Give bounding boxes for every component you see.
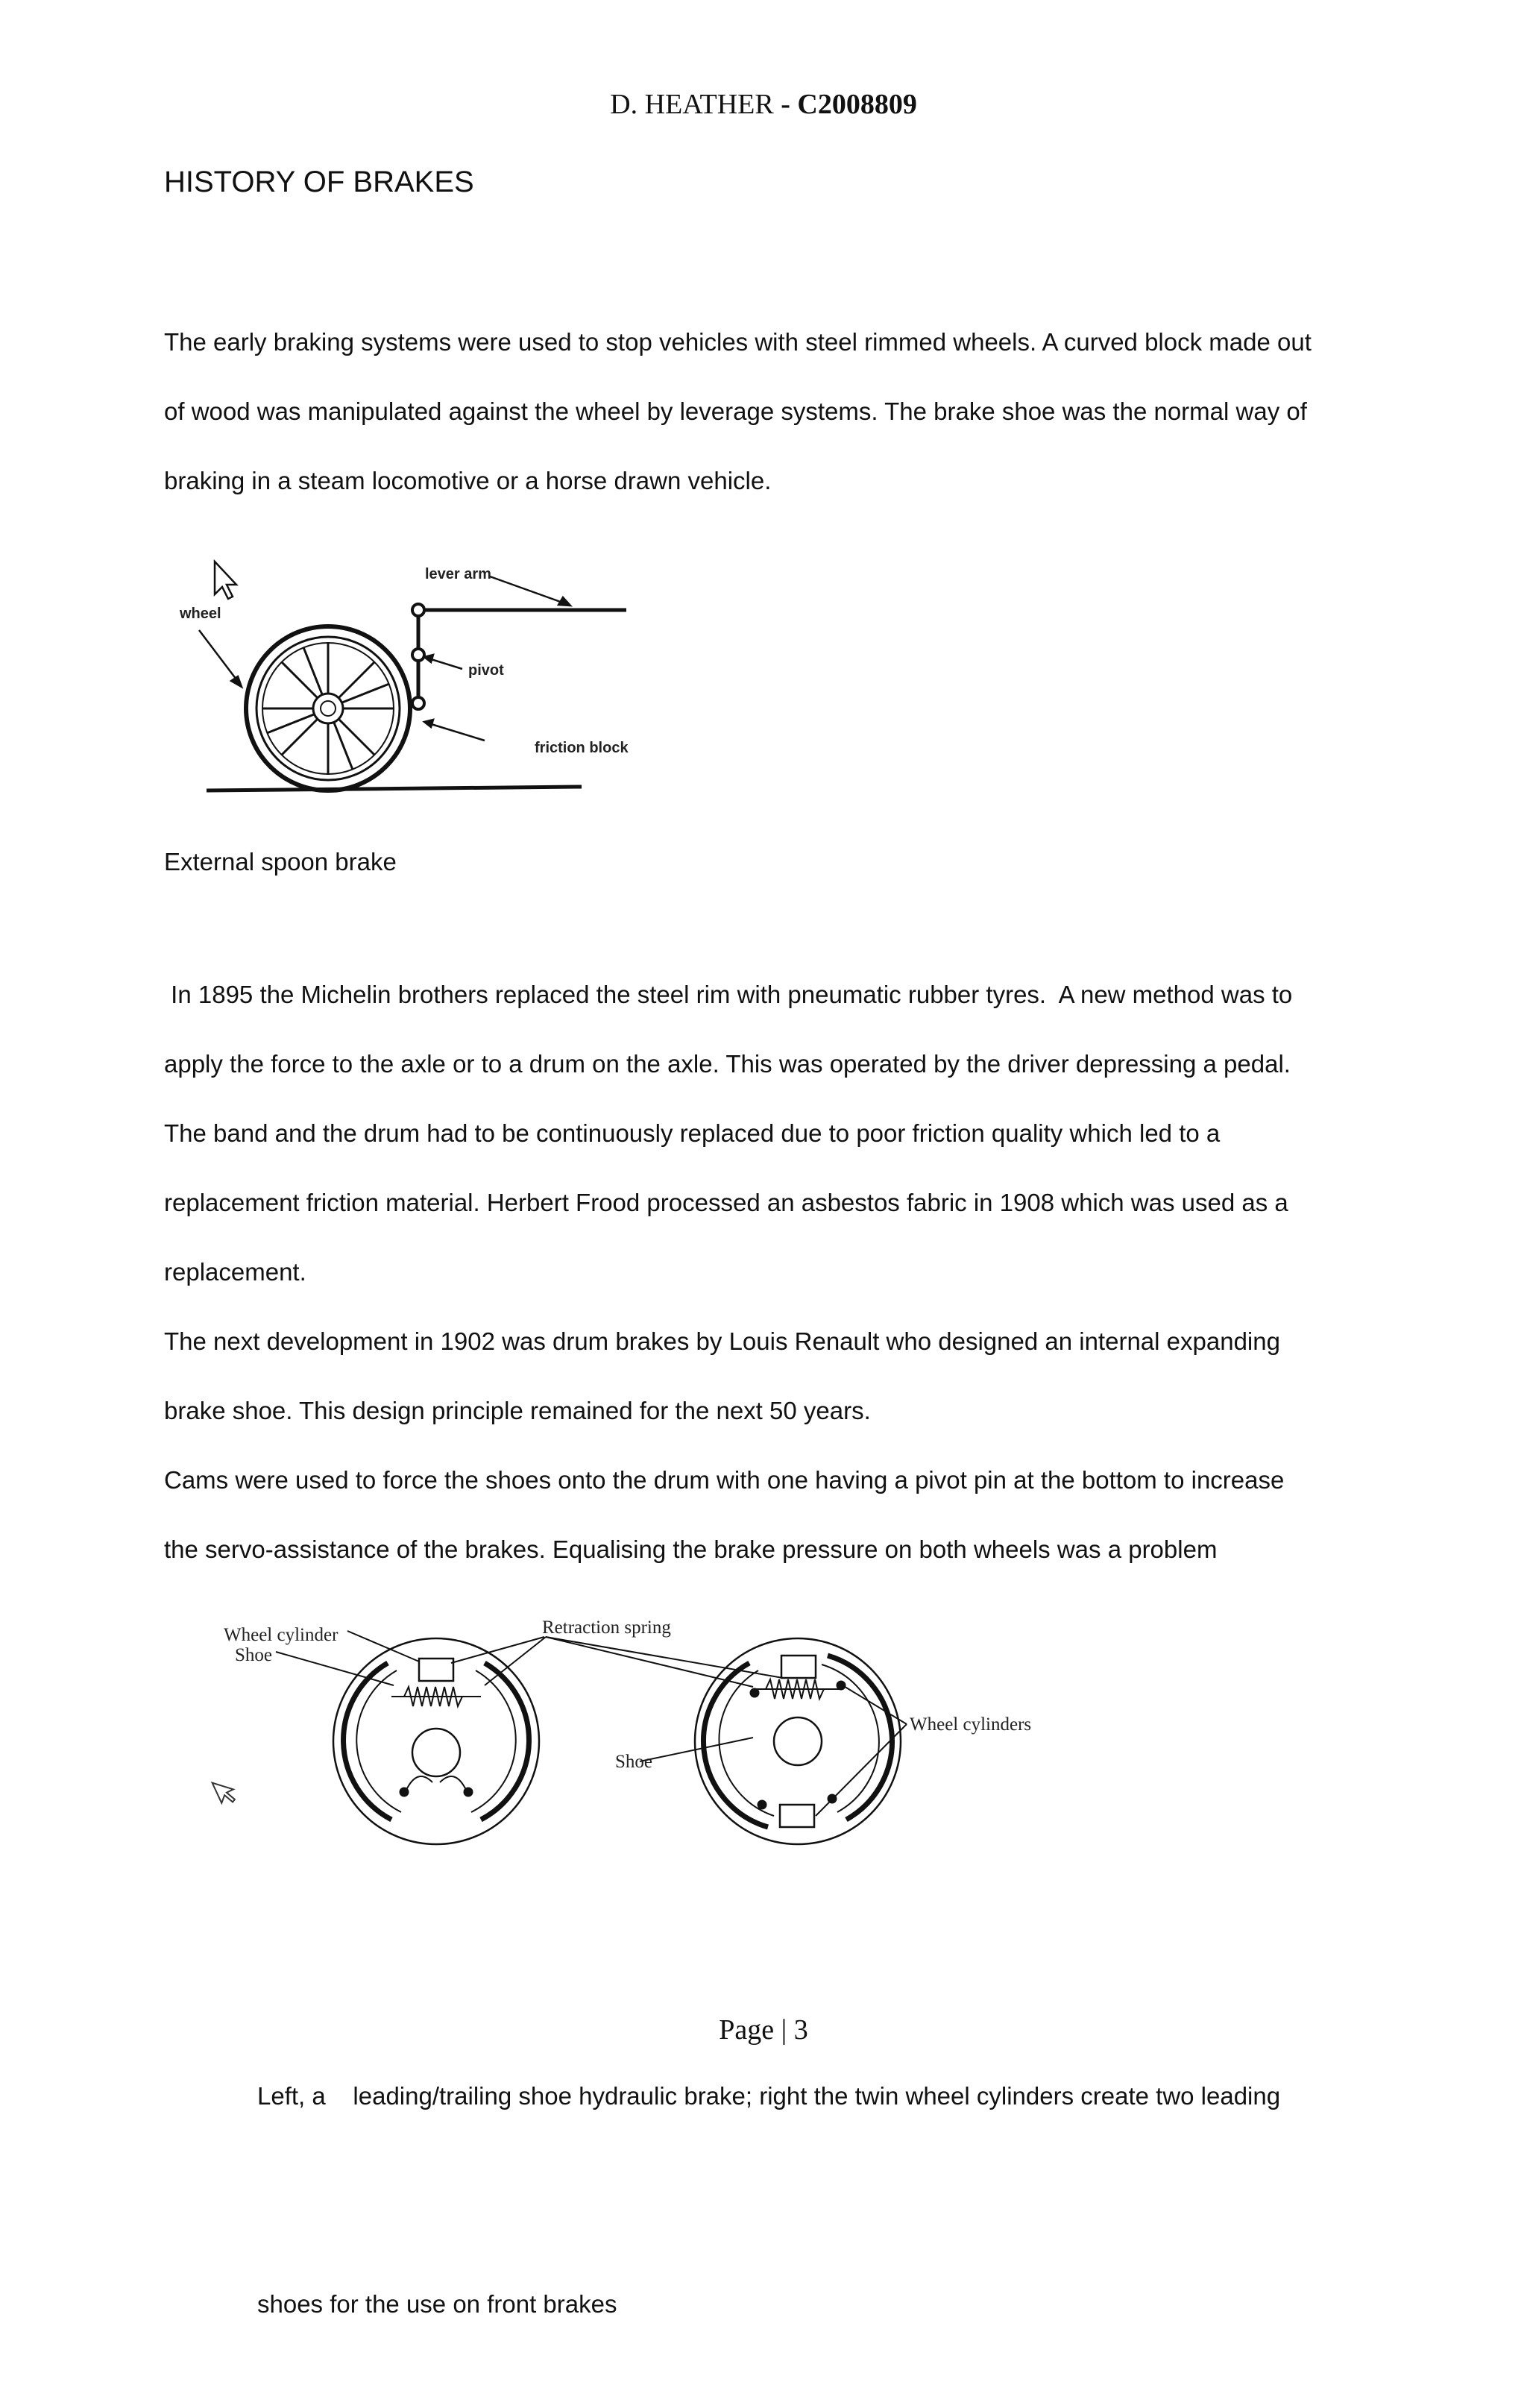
mouse-pointer-icon: [215, 562, 236, 599]
page-header: [0, 88, 1527, 121]
label-retraction-spring: Retraction spring: [542, 1618, 671, 1638]
figure-caption-drum-brakes: [257, 1923, 1280, 2408]
wheel-drawing: [246, 626, 410, 790]
label-wheel-cylinders: Wheel cylinders: [910, 1714, 1032, 1735]
label-shoe-left: Shoe: [235, 1645, 272, 1665]
text-line: of wood was manipulated against the wheel by leverage systems. The brake shoe was the normal way of: [164, 397, 1307, 425]
ground-line: [207, 787, 582, 790]
paragraph-drum-brakes: [164, 1307, 1387, 1445]
label-lever-arm: lever arm: [425, 566, 491, 582]
mouse-pointer-icon: [212, 1776, 239, 1806]
paragraph-michelin: [164, 960, 1387, 1307]
paragraph-early-braking: [164, 307, 1387, 515]
lever-arm-drawing: [412, 604, 626, 709]
label-wheel: wheel: [180, 606, 221, 622]
text-line: apply the force to the axle or to a drum on the axle. This was operated by the driver depressing a pedal.: [164, 1050, 1291, 1078]
label-shoe-right: Shoe: [615, 1752, 652, 1772]
label-pivot: pivot: [468, 662, 504, 679]
label-friction-block: friction block: [535, 740, 629, 756]
text-line: The band and the drum had to be continuously replaced due to poor friction quality which led to a: [164, 1119, 1221, 1147]
spoon-brake-diagram: [168, 541, 660, 798]
right-drum-brake: [695, 1638, 901, 1844]
section-title: HISTORY OF BRAKES: [164, 166, 474, 198]
label-wheel-cylinder: Wheel cylinder: [224, 1625, 339, 1645]
left-drum-brake: [333, 1638, 539, 1844]
text-line: In 1895 the Michelin brothers replaced the steel rim with pneumatic rubber tyres. A new method was to: [164, 981, 1293, 1008]
text-line: Left, a leading/trailing shoe hydraulic brake; right the twin wheel cylinders create two leading: [257, 2082, 1281, 2110]
text-line: braking in a steam locomotive or a horse drawn vehicle.: [164, 467, 772, 494]
header-separator: - C: [773, 89, 818, 120]
figure-caption-spoon-brake: External spoon brake: [164, 848, 397, 876]
paragraph-cams: [164, 1445, 1387, 1584]
student-id: 2008809: [817, 89, 917, 120]
page-number: Page | 3: [719, 2014, 808, 2046]
text-line: the servo-assistance of the brakes. Equalising the brake pressure on both wheels was a problem: [164, 1535, 1218, 1563]
text-line: replacement.: [164, 1258, 306, 1286]
author-name: D. HEATHER: [610, 89, 774, 120]
text-line: The next development in 1902 was drum brakes by Louis Renault who designed an internal expanding: [164, 1327, 1280, 1355]
text-line: Cams were used to force the shoes onto the drum with one having a pivot pin at the bottom to increase: [164, 1466, 1285, 1494]
text-line: brake shoe. This design principle remained for the next 50 years.: [164, 1397, 871, 1424]
drum-brake-diagram: [201, 1603, 1081, 1857]
text-line: replacement friction material. Herbert Frood processed an asbestos fabric in 1908 which was used as a: [164, 1189, 1288, 1216]
text-line: The early braking systems were used to stop vehicles with steel rimmed wheels. A curved block made out: [164, 328, 1312, 356]
text-line: shoes for the use on front brakes: [257, 2290, 617, 2318]
